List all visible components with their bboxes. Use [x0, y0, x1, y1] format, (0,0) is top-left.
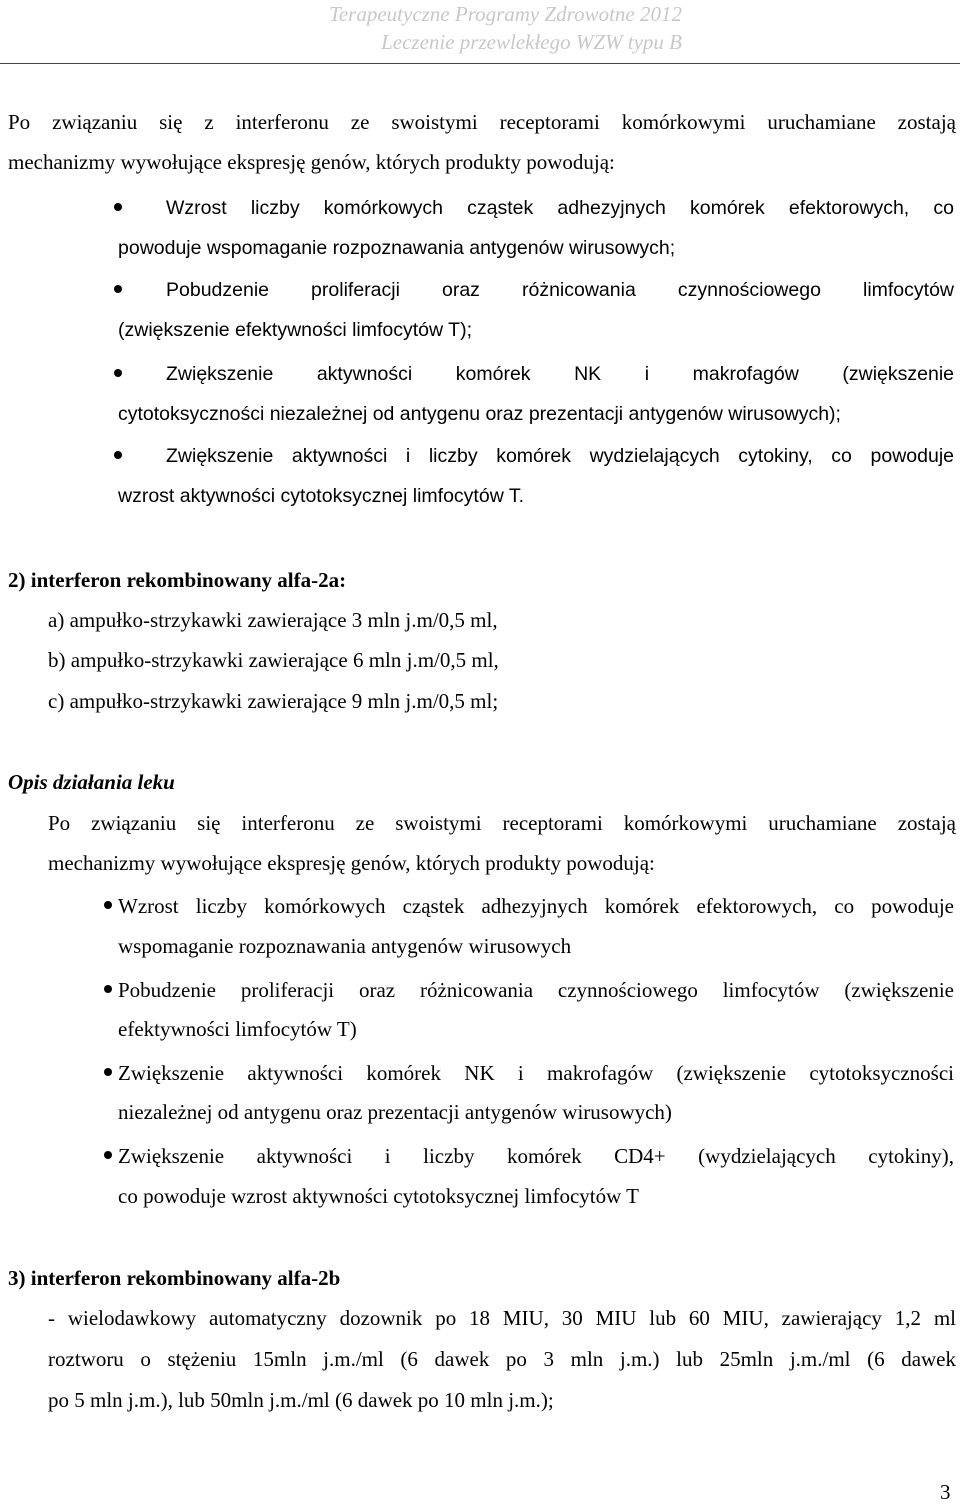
block1-bullet1-line1: Wzrost liczby komórkowych cząstek adhezyjnych komórek efektorowych, co [166, 197, 954, 219]
block1-intro-line2: mechanizmy wywołujące ekspresję genów, których produkty powodują: [8, 150, 615, 174]
opis-bullet2-line1: Pobudzenie proliferacji oraz różnicowania czynnościowego limfocytów (zwiększenie [118, 978, 954, 1002]
block1-bullet3-line2: cytotoksyczności niezależnej od antygenu oraz prezentacji antygenów wirusowych); [118, 403, 841, 425]
opis-intro-line1: Po związaniu się interferonu ze swoistymi receptorami komórkowymi uruchamiane zostają [48, 811, 956, 835]
section3-line2: roztworu o stężeniu 15mln j.m./ml (6 dawek po 3 mln j.m.) lub 25mln j.m./ml (6 dawek [48, 1347, 956, 1371]
bullet-icon [104, 901, 112, 909]
section2-item-c: c) ampułko-strzykawki zawierające 9 mln j.m/0,5 ml; [48, 689, 499, 713]
bullet-icon [104, 1151, 112, 1159]
opis-intro-line2: mechanizmy wywołujące ekspresję genów, których produkty powodują: [48, 851, 655, 875]
block1-intro-line1: Po związaniu się z interferonu ze swoistymi receptorami komórkowymi uruchamiane zostają [8, 110, 956, 134]
opis-bullet3-line2: niezależnej od antygenu oraz prezentacji antygenów wirusowych) [118, 1100, 672, 1124]
opis-bullet2-line2: efektywności limfocytów T) [118, 1017, 357, 1041]
bullet-icon [104, 985, 112, 993]
bullet-icon [114, 285, 122, 293]
block1-bullet4-line1: Zwiększenie aktywności i liczby komórek wydzielających cytokiny, co powoduje [166, 445, 954, 467]
opis-bullet4-line2: co powoduje wzrost aktywności cytotoksycznej limfocytów T [118, 1184, 640, 1208]
opis-heading: Opis działania leku [8, 770, 175, 794]
section2-item-a: a) ampułko-strzykawki zawierające 3 mln j.m/0,5 ml, [48, 608, 498, 632]
section3-heading: 3) interferon rekombinowany alfa-2b [8, 1266, 341, 1290]
opis-bullet4-line1: Zwiększenie aktywności i liczby komórek CD4+ (wydzielających cytokiny), [118, 1144, 954, 1168]
header-subtitle: Leczenie przewlekłego WZW typu B [381, 30, 682, 54]
bullet-icon [104, 1068, 112, 1076]
block1-bullet3-line1: Zwiększenie aktywności komórek NK i makrofagów (zwiększenie [166, 363, 954, 385]
page-header [329, 0, 682, 56]
bullet-icon [114, 451, 122, 459]
block1-bullet2-line2: (zwiększenie efektywności limfocytów T); [118, 319, 472, 341]
opis-bullet3-line1: Zwiększenie aktywności komórek NK i makrofagów (zwiększenie cytotoksyczności [118, 1061, 954, 1085]
block1-bullet4-line2: wzrost aktywności cytotoksycznej limfocytów T. [118, 485, 525, 507]
block1-bullet2-line1: Pobudzenie proliferacji oraz różnicowania czynnościowego limfocytów [166, 279, 954, 301]
page-number: 3 [940, 1480, 951, 1504]
section2-heading: 2) interferon rekombinowany alfa-2a: [8, 568, 347, 592]
block1-bullet1-line2: powoduje wspomaganie rozpoznawania antygenów wirusowych; [118, 237, 676, 259]
header-title: Terapeutyczne Programy Zdrowotne 2012 [329, 2, 682, 26]
section3-line3: po 5 mln j.m.), lub 50mln j.m./ml (6 dawek po 10 mln j.m.); [48, 1388, 554, 1412]
opis-bullet1-line2: wspomaganie rozpoznawania antygenów wirusowych [118, 934, 572, 958]
header-divider [0, 63, 960, 64]
section3-line1: - wielodawkowy automatyczny dozownik po 18 MIU, 30 MIU lub 60 MIU, zawierający 1,2 ml [48, 1306, 956, 1330]
section2-item-b: b) ampułko-strzykawki zawierające 6 mln j.m/0,5 ml, [48, 648, 499, 672]
bullet-icon [114, 203, 122, 211]
bullet-icon [114, 369, 122, 377]
opis-bullet1-line1: Wzrost liczby komórkowych cząstek adhezyjnych komórek efektorowych, co powoduje [118, 894, 954, 918]
